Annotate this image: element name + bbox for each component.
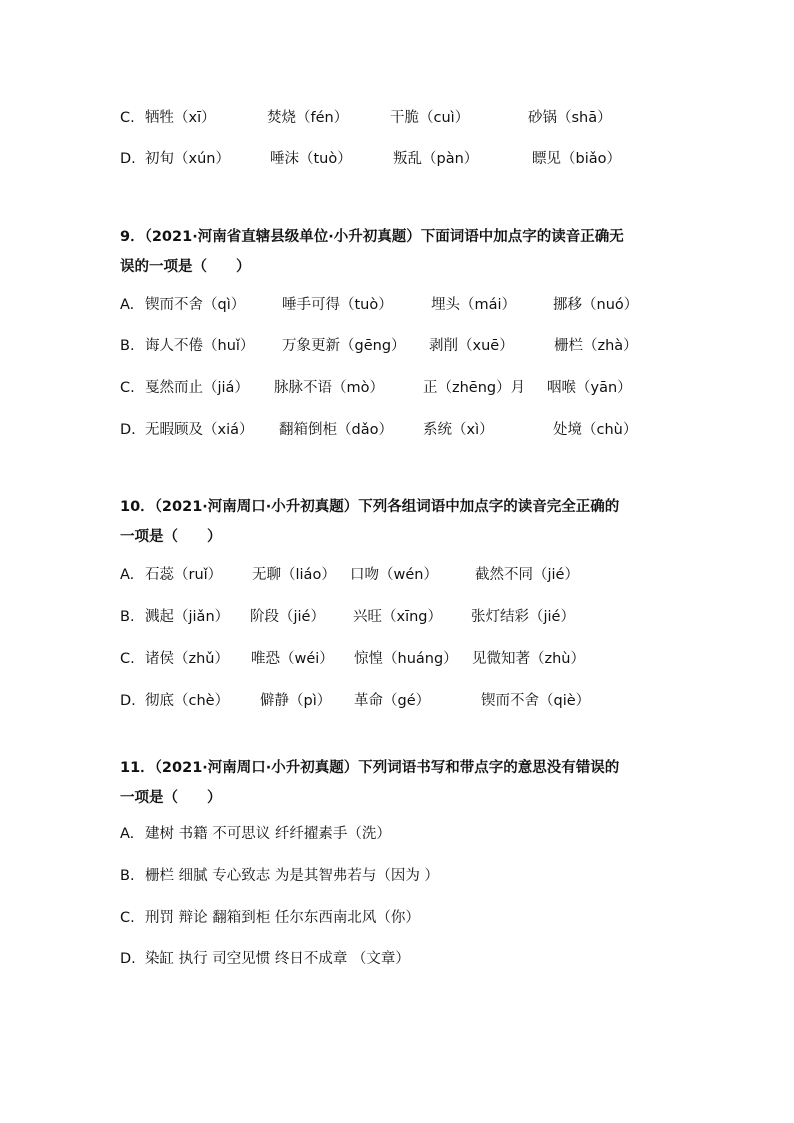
option-item: 张灯结彩（jié） xyxy=(471,609,575,625)
option-letter: B. xyxy=(120,338,135,354)
option-item: 锲而不舍（qiè） xyxy=(481,693,591,709)
option-item: 锲而不舍（qì） xyxy=(145,297,246,313)
option-item: 系统（xì） xyxy=(423,422,494,438)
q11-stem-line2: 一项是（ ） xyxy=(120,790,222,806)
option-item: 砂锅（shā） xyxy=(528,110,612,126)
option-text: 染缸 执行 司空见惯 终日不成章 （文章） xyxy=(145,951,410,967)
option-item: 溅起（jiǎn） xyxy=(145,609,230,625)
option-item: 诲人不倦（huǐ） xyxy=(145,338,255,354)
option-item: 挪移（nuó） xyxy=(553,297,639,313)
option-item: 翻箱倒柜（dǎo） xyxy=(279,422,393,438)
option-item: 栅栏（zhà） xyxy=(554,338,638,354)
option-item: 惊惶（huáng） xyxy=(354,651,458,667)
option-item: 僻静（pì） xyxy=(260,693,332,709)
option-letter: A. xyxy=(120,567,135,583)
option-item: 唾沫（tuò） xyxy=(270,151,352,167)
option-letter: C. xyxy=(120,380,135,396)
option-letter: B. xyxy=(120,609,135,625)
q11-stem-line1: 11．（2021·河南周口·小升初真题）下列词语书写和带点字的意思没有错误的 xyxy=(120,760,620,776)
option-item: 咽喉（yān） xyxy=(547,380,632,396)
option-letter: B. xyxy=(120,868,135,884)
option-item: 剥削（xuē） xyxy=(429,338,514,354)
option-item: 口吻（wén） xyxy=(350,567,438,583)
option-item: 叛乱（pàn） xyxy=(393,151,479,167)
option-letter: C. xyxy=(120,910,135,926)
option-letter: D. xyxy=(120,422,136,438)
option-item: 唾手可得（tuò） xyxy=(282,297,393,313)
option-text: 栅栏 细腻 专心致志 为是其智弗若与（因为 ） xyxy=(145,868,439,884)
option-item: 石蕊（ruǐ） xyxy=(145,567,223,583)
option-item: 见微知著（zhù） xyxy=(472,651,585,667)
option-item: 万象更新（gēng） xyxy=(282,338,406,354)
option-item: 干脆（cuì） xyxy=(390,110,470,126)
option-letter: D. xyxy=(120,951,136,967)
option-letter: A. xyxy=(120,297,135,313)
option-item: 正（zhēng）月 xyxy=(423,380,526,396)
option-letter: C. xyxy=(120,651,135,667)
option-item: 唯恐（wéi） xyxy=(251,651,334,667)
option-item: 脉脉不语（mò） xyxy=(274,380,384,396)
option-item: 埋头（mái） xyxy=(431,297,517,313)
option-letter: C. xyxy=(120,110,135,126)
option-item: 牺牲（xī） xyxy=(145,110,216,126)
option-item: 焚烧（fén） xyxy=(267,110,349,126)
option-item: 无暇顾及（xiá） xyxy=(145,422,254,438)
option-item: 诸侯（zhǔ） xyxy=(145,651,229,667)
option-text: 刑罚 辩论 翻箱到柜 任尔东西南北风（你） xyxy=(145,910,420,926)
option-item: 初旬（xún） xyxy=(145,151,230,167)
option-item: 彻底（chè） xyxy=(145,693,230,709)
option-item: 兴旺（xīng） xyxy=(353,609,443,625)
option-item: 阶段（jié） xyxy=(250,609,325,625)
option-letter: D. xyxy=(120,151,136,167)
option-item: 截然不同（jié） xyxy=(475,567,579,583)
option-item: 处境（chù） xyxy=(553,422,638,438)
option-letter: A. xyxy=(120,826,135,842)
option-letter: D. xyxy=(120,693,136,709)
q10-stem-line1: 10．（2021·河南周口·小升初真题）下列各组词语中加点字的读音完全正确的 xyxy=(120,499,620,515)
option-item: 无聊（liáo） xyxy=(252,567,336,583)
q10-stem-line2: 一项是（ ） xyxy=(120,529,222,545)
q9-stem-line2: 误的一项是（ ） xyxy=(120,259,251,275)
option-item: 瞟见（biǎo） xyxy=(532,151,621,167)
option-item: 戛然而止（jiá） xyxy=(145,380,249,396)
option-text: 建树 书籍 不可思议 纤纤擢素手（洗） xyxy=(145,826,391,842)
option-item: 革命（gé） xyxy=(354,693,431,709)
q9-stem-line1: 9．（2021·河南省直辖县级单位·小升初真题）下面词语中加点字的读音正确无 xyxy=(120,229,624,245)
